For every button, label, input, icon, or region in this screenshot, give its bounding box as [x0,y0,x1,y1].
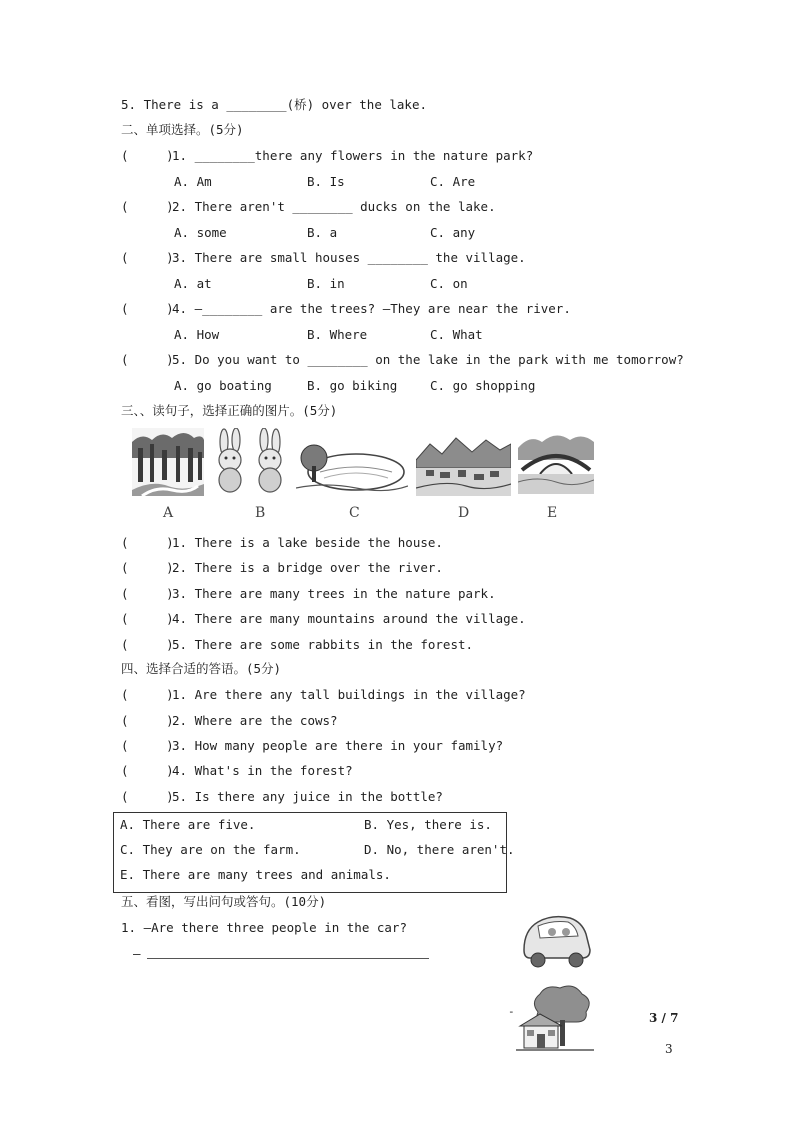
mc-options-1 [174,174,475,190]
response-question-4: 4. What's in the forest? [172,763,353,778]
option-c: C. any [430,225,476,240]
answer-paren: ( ) [121,687,174,702]
option-a: A. How [174,327,220,342]
mc-options-3 [174,276,468,292]
section2-heading: 二、单项选择。(5分) [121,122,244,137]
answer-paren: ( ) [121,199,174,214]
picture-sentence-3: 3. There are many trees in the nature park. [172,586,496,601]
mc-question-3: 3. There are small houses ________ the village. [172,250,526,265]
answer-paren: ( ) [121,713,174,728]
mc-question-5: 5. Do you want to ________ on the lake in the park with me tomorrow? [172,352,684,367]
option-b: B. in [307,276,345,291]
answer-paren: ( ) [121,352,174,367]
answer-paren: ( ) [121,738,174,753]
section4-heading: 四、选择合适的答语。(5分) [121,661,282,676]
mc-options-2 [174,225,475,241]
picture-sentence-5: 5. There are some rabbits in the forest. [172,637,474,652]
picture-sentence-1: 1. There is a lake beside the house. [172,535,443,550]
lake-picture [296,436,408,494]
village-mountains-picture [416,434,511,496]
section5-heading: 五、看图，写出问句或答句。(10分) [121,894,327,909]
answer-paren: ( ) [121,148,174,163]
answer-option-b: B. Yes, there is. [364,817,492,832]
answer-paren: ( ) [121,586,174,601]
option-b: B. Where [307,327,368,342]
answer-option-e: E. There are many trees and animals. [120,867,391,882]
option-c: C. Are [430,174,476,189]
mc-question-4: 4. —________ are the trees? —They are near the river. [172,301,571,316]
picture-label-d: D [458,505,470,521]
response-question-5: 5. Is there any juice in the bottle? [172,789,443,804]
answer-paren: ( ) [121,637,174,652]
rabbits-picture [208,428,294,496]
answer-paren: ( ) [121,611,174,626]
page-number: 3 [665,1042,673,1056]
mc-options-4 [174,327,483,343]
option-a: A. at [174,276,212,291]
answer-paren: ( ) [121,560,174,575]
answer-option-d: D. No, there aren't. [364,842,515,857]
answer-option-a: A. There are five. [120,817,256,832]
picture-label-a: A [163,505,174,521]
response-question-2: 2. Where are the cows? [172,713,338,728]
bridge-river-picture [518,430,594,494]
picture-sentence-4: 4. There are many mountains around the village. [172,611,526,626]
forest-picture [132,428,204,496]
option-a: A. go boating [174,378,272,393]
option-b: B. go biking [307,378,398,393]
option-b: B. a [307,225,338,240]
option-a: A. some [174,225,227,240]
page-fraction: 3 / 7 [649,1011,679,1025]
option-c: C. on [430,276,468,291]
section1-question-5: 5. There is a ________(桥) over the lake. [121,97,427,112]
option-a: A. Am [174,174,212,189]
answer-paren: ( ) [121,763,174,778]
picture-question-1: 1. —Are there three people in the car? [121,920,407,935]
option-b: B. Is [307,174,345,189]
option-c: C. What [430,327,483,342]
answer-option-c: C. They are on the farm. [120,842,301,857]
picture-label-b: B [255,505,266,521]
picture-label-c: C [349,505,360,521]
car-picture [518,910,594,970]
section3-heading: 三、、读句子，选择正确的图片。(5分) [121,403,338,418]
answer-paren: ( ) [121,250,174,265]
mc-question-2: 2. There aren't ________ ducks on the lake. [172,199,496,214]
answer-dash: — [133,946,141,961]
answer-paren: ( ) [121,535,174,550]
answer-paren: ( ) [121,301,174,316]
option-c: C. go shopping [430,378,536,393]
dash-mark: - [508,1005,515,1018]
mc-question-1: 1. ________there any flowers in the nature park? [172,148,534,163]
mc-options-5 [174,378,535,394]
response-question-3: 3. How many people are there in your family? [172,738,504,753]
answer-options-box [113,812,515,893]
picture-label-e: E [547,505,558,521]
answer-blank-line [147,958,429,959]
answer-paren: ( ) [121,789,174,804]
response-question-1: 1. Are there any tall buildings in the village? [172,687,526,702]
house-tree-picture [516,982,594,1054]
picture-sentence-2: 2. There is a bridge over the river. [172,560,443,575]
